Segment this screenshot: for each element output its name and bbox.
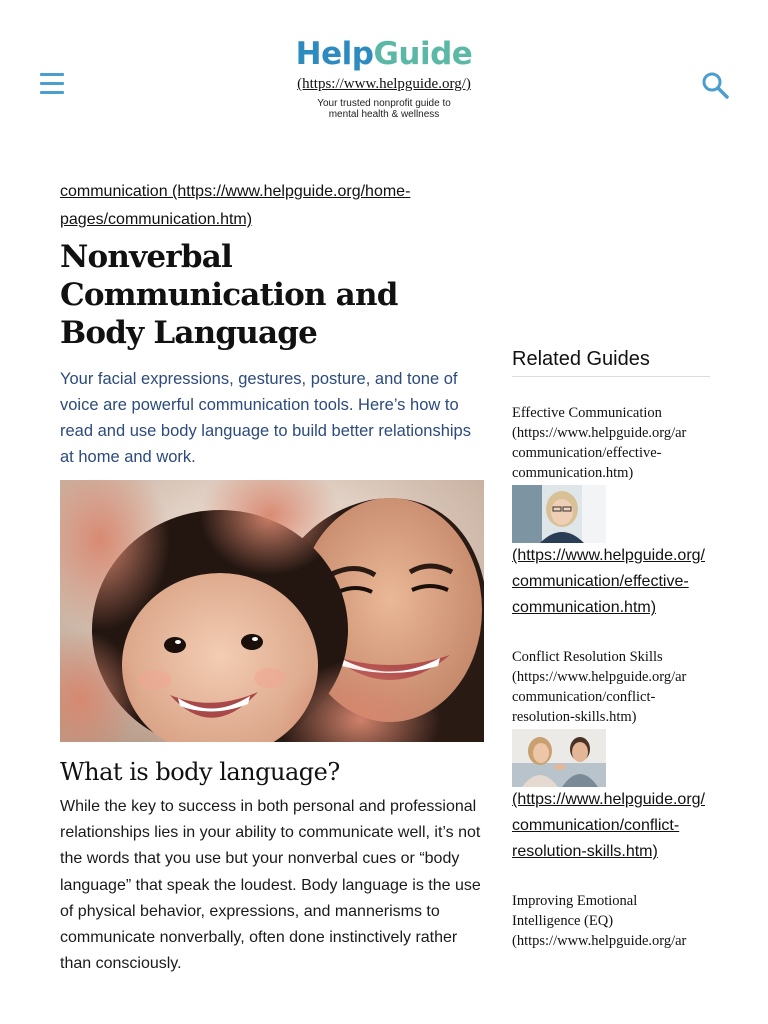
article-lede: Your facial expressions, gestures, posture, and tone of voice are powerful communication tools. Here’s how to read and use body language to build better relationships at home and work. xyxy=(60,370,471,466)
guide-title-link[interactable]: Conflict Resolution Skills (https://www.helpguide.org/ar communication/conflict- resolution-skills.htm) xyxy=(512,649,687,725)
body-paragraph: While the key to success in both personal and professional relationships lies in your ability to communicate well, it’s not the words that you use but your nonverbal cues or “body language” that speak the loudest. Body language is the use of physical behavior, expressions, and mannerisms to communicate nonverbally, often done instinctively rather than consciously. xyxy=(60,798,481,973)
hero-image xyxy=(60,480,484,742)
logo-home-link[interactable]: (https://www.helpguide.org/) xyxy=(297,76,471,92)
related-guide-item xyxy=(512,891,710,951)
article-main xyxy=(60,178,484,977)
page-title: Nonverbal Communication and Body Language xyxy=(60,239,398,351)
hamburger-menu-icon[interactable] xyxy=(38,70,66,98)
search-icon-graphic xyxy=(700,70,730,100)
search-icon[interactable] xyxy=(700,70,730,100)
site-header xyxy=(0,0,768,150)
related-guide-item xyxy=(512,403,710,621)
menu-bar-bottom xyxy=(40,91,64,94)
hero-photo-illustration xyxy=(60,480,484,742)
breadcrumb-link[interactable]: communication (https://www.helpguide.org/home-pages/communication.htm) xyxy=(60,183,411,228)
guide-thumbnail[interactable] xyxy=(512,485,606,543)
site-logo[interactable] xyxy=(234,36,534,120)
logo-tagline: Your trusted nonprofit guide to mental health & wellness xyxy=(317,98,451,120)
related-guides-sidebar xyxy=(512,344,710,951)
guide-title-link[interactable]: Improving Emotional Intelligence (EQ) (https://www.helpguide.org/ar xyxy=(512,893,687,949)
section-title: What is body language? xyxy=(60,758,340,786)
logo-guide-text: Guide xyxy=(373,36,473,72)
guide-link[interactable]: (https://www.helpguide.org/ communication/effective- communication.htm) xyxy=(512,547,705,616)
menu-bar-middle xyxy=(40,82,64,85)
sidebar-heading: Related Guides xyxy=(512,344,710,377)
guide-thumbnail-graphic xyxy=(512,729,606,787)
guide-title-link[interactable]: Effective Communication (https://www.helpguide.org/ar communication/effective- communication.htm) xyxy=(512,405,687,481)
logo-wordmark[interactable] xyxy=(234,36,534,72)
guide-link[interactable]: (https://www.helpguide.org/ communication/conflict- resolution-skills.htm) xyxy=(512,791,705,860)
logo-help-text: Help xyxy=(295,36,374,72)
guide-thumbnail-graphic xyxy=(512,485,606,543)
menu-bar-top xyxy=(40,73,64,76)
guide-thumbnail[interactable] xyxy=(512,729,606,787)
related-guide-item xyxy=(512,647,710,865)
